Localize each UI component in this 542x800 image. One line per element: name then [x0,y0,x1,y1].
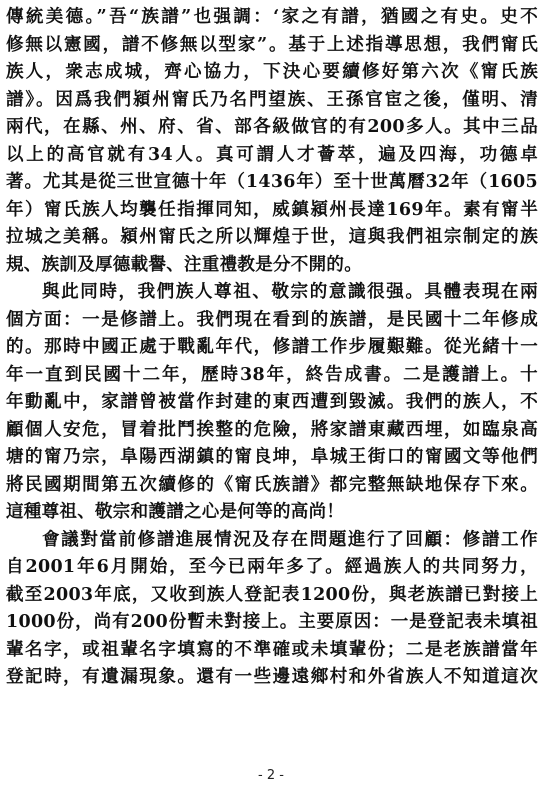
text-line: 自2001年6月開始，至今已兩年多了。經過族人的共同努力， [6,557,538,577]
text-line: 兩代，在縣、州、府、省、部各級做官的有200多人。其中三品 [6,117,538,137]
text-line: 著。尤其是從三世宣德十年（1436年）至十世萬曆32年（1605 [6,172,538,192]
text-line: 族人，衆志成城，齊心協力，下決心要續修好第六次《甯氏族 [6,62,538,82]
text-line: 年）甯氏族人均襲任指揮同知，威鎮潁州長達169年。素有甯半 [6,199,538,220]
text-line: 個方面：一是修譜上。我們現在看到的族譜，是民國十二年修成 [6,309,538,330]
paragraph-end-line: 規、族訓及厚德載譽、注重禮教是分不開的。 [6,254,362,275]
text-line: 傳統美德。”吾“族譜”也强調：‘家之有譜，猶國之有史。史不 [6,7,538,27]
text-line: 塘的甯乃宗，阜陽西湖鎮的甯良坤，阜城王街口的甯國文等他們 [6,447,538,467]
text-line: 拉城之美稱。潁州甯氏之所以輝煌于世，這與我們祖宗制定的族 [6,227,538,247]
paragraph-end-line: 這種尊祖、敬宗和護譜之心是何等的高尚！ [6,502,345,522]
text-line: 顧個人安危，冒着批鬥挨整的危險，將家譜東藏西埋，如臨泉高 [6,419,538,440]
text-line: 將民國期間第五次續修的《甯氏族譜》都完整無缺地保存下來。 [6,474,538,495]
text-line: 年動亂中，家譜曾被當作封建的東西遭到毀滅。我們的族人，不 [6,392,538,412]
text-line: 譜》。因爲我們潁州甯氏乃名門望族、王孫官宦之後，僅明、清 [6,89,538,110]
text-line: 年一直到民國十二年，歷時38年，終告成書。二是護譜上。十 [6,364,538,385]
paragraph-start-line: 與此同時，我們族人尊祖、敬宗的意識很强。具體表現在兩 [42,282,538,302]
body-text [6,4,538,692]
text-line: 1000份，尚有200份暫未對接上。主要原因：一是登記表未填祖 [6,612,538,632]
text-line: 修無以憲國，譜不修無以型家”。基于上述指導思想，我們甯氏 [6,34,538,55]
text-line: 的。那時中國正處于戰亂年代，修譜工作步履艱難。從光緒十一 [6,337,538,357]
paragraph-start-line: 會議對當前修譜進展情況及存在問題進行了回顧：修譜工作 [42,529,538,550]
text-line: 登記時，有遺漏現象。還有一些邊遠鄉村和外省族人不知道這次 [6,667,538,687]
text-line: 輩名字，或祖輩名字填寫的不準確或未填輩份；二是老族譜當年 [6,639,538,660]
page-number: - 2 - [258,768,284,783]
text-line: 以上的高官就有34人。真可謂人才薈萃，遍及四海，功德卓 [6,144,538,165]
text-line: 截至2003年底，又收到族人登記表1200份，與老族譜已對接上 [6,584,538,605]
